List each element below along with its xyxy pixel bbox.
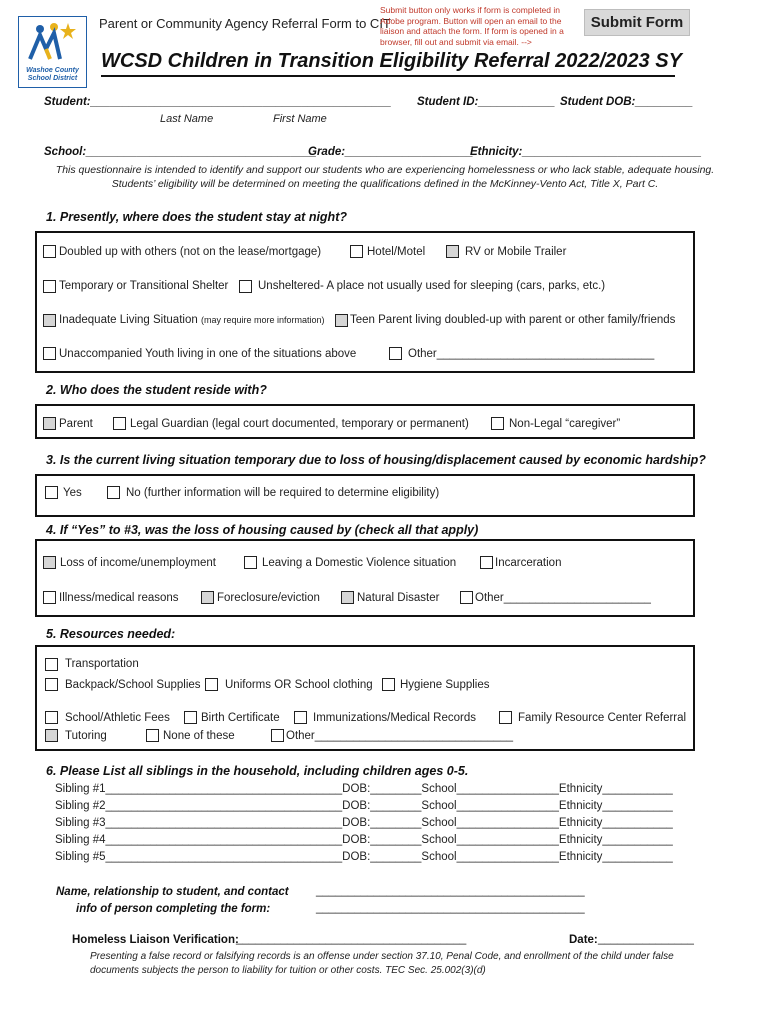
uniforms-checkbox[interactable] — [205, 678, 218, 691]
student-field[interactable]: Student:_______________________________________________ — [44, 96, 392, 108]
q1-other-label[interactable]: Other__________________________________ — [408, 348, 655, 360]
district-logo — [18, 16, 87, 88]
rv-trailer-checkbox[interactable] — [446, 245, 459, 258]
date-line[interactable]: _______________ — [598, 933, 694, 945]
q1-other-checkbox[interactable] — [389, 347, 402, 360]
q4-other-label[interactable]: Other_______________________ — [475, 592, 651, 604]
none-of-these-label: None of these — [163, 730, 235, 742]
domestic-violence-checkbox[interactable] — [244, 556, 257, 569]
question-2: 2. Who does the student reside with? — [46, 383, 267, 397]
illness-checkbox[interactable] — [43, 591, 56, 604]
frc-referral-label: Family Resource Center Referral — [518, 712, 687, 724]
question-4-box — [35, 539, 695, 617]
logo-text-line-1: Washoe County — [26, 67, 79, 74]
disclaimer — [90, 950, 674, 978]
natural-disaster-label: Natural Disaster — [357, 592, 440, 604]
hygiene-checkbox[interactable] — [382, 678, 395, 691]
school-fees-label: School/Athletic Fees — [65, 712, 170, 724]
teen-parent-checkbox[interactable] — [335, 314, 348, 327]
doubled-up-checkbox[interactable] — [43, 245, 56, 258]
school-fees-checkbox[interactable] — [45, 711, 58, 724]
yes-checkbox[interactable] — [45, 486, 58, 499]
submit-note-line: liaison and attach the form. If form is opened in a — [380, 26, 564, 36]
birth-certificate-label: Birth Certificate — [201, 712, 280, 724]
backpack-checkbox[interactable] — [45, 678, 58, 691]
legal-guardian-label: Legal Guardian (legal court documented, temporary or permanent) — [130, 418, 469, 430]
no-label: No (further information will be required to determine eligibility) — [126, 487, 440, 499]
immunizations-label: Immunizations/Medical Records — [313, 712, 476, 724]
submit-form-button[interactable]: Submit Form — [584, 9, 690, 36]
incarceration-checkbox[interactable] — [480, 556, 493, 569]
title-underline — [101, 75, 675, 77]
shelter-label: Temporary or Transitional Shelter — [59, 280, 229, 292]
inadequate-label-text: Inadequate Living Situation — [59, 314, 198, 326]
last-name-label: Last Name — [160, 113, 214, 125]
contact-line[interactable]: __________________________________________ — [316, 902, 585, 914]
logo-text-line-2: School District — [27, 75, 78, 82]
uniforms-label: Uniforms OR School clothing — [225, 679, 373, 691]
liaison-label: Homeless Liaison Verification: — [72, 934, 239, 946]
immunizations-checkbox[interactable] — [294, 711, 307, 724]
logo-figures-icon — [20, 19, 86, 67]
disclaimer-line: Presenting a false record or falsifying records is an offense under section 37.10, Penal Code, and enrollment of the child under false — [90, 951, 674, 962]
foreclosure-checkbox[interactable] — [201, 591, 214, 604]
question-1: 1. Presently, where does the student stay at night? — [46, 210, 347, 224]
loss-of-income-checkbox[interactable] — [43, 556, 56, 569]
contact-line[interactable]: __________________________________________ — [316, 885, 585, 897]
q5-other-label[interactable]: Other_______________________________ — [286, 730, 514, 742]
submit-note — [380, 5, 564, 47]
question-3: 3. Is the current living situation temporary due to loss of housing/displacement caused by economic hardship? — [46, 453, 706, 467]
shelter-checkbox[interactable] — [43, 280, 56, 293]
liaison-line[interactable]: ____________________________________ — [236, 933, 467, 945]
question-5: 5. Resources needed: — [46, 627, 176, 641]
natural-disaster-checkbox[interactable] — [341, 591, 354, 604]
sibling-row[interactable]: Sibling #2_____________________________________DOB:________School________________Ethnicity___________ — [55, 800, 673, 812]
grade-field[interactable]: Grade:____________________ — [308, 146, 473, 158]
student-id-field[interactable]: Student ID:____________ — [417, 96, 556, 108]
caregiver-checkbox[interactable] — [491, 417, 504, 430]
caregiver-label: Non-Legal “caregiver” — [509, 418, 621, 430]
question-6: 6. Please List all siblings in the household, including children ages 0-5. — [46, 764, 469, 778]
teen-parent-label: Teen Parent living doubled-up with parent or other family/friends — [350, 314, 676, 326]
unaccompanied-label: Unaccompanied Youth living in one of the situations above — [59, 348, 357, 360]
unaccompanied-checkbox[interactable] — [43, 347, 56, 360]
contact-label-line-1: Name, relationship to student, and contact — [56, 886, 289, 898]
intro-line: Students’ eligibility will be determined on meeting the qualifications defined in the McKinney-Vento Act, Title X, Part C. — [111, 178, 659, 190]
unsheltered-label: Unsheltered- A place not usually used for sleeping (cars, parks, etc.) — [258, 280, 606, 292]
student-dob-field[interactable]: Student DOB:_________ — [560, 96, 693, 108]
submit-note-line: Adobe program. Button will open an email to the — [380, 15, 562, 26]
school-field[interactable]: School:____________________________________ — [44, 146, 317, 158]
date-label: Date: — [569, 934, 598, 946]
sibling-row[interactable]: Sibling #1_____________________________________DOB:________School________________Ethnicity___________ — [55, 783, 673, 795]
inadequate-label — [59, 314, 325, 326]
sibling-row[interactable]: Sibling #5_____________________________________DOB:________School________________Ethnicity___________ — [55, 851, 673, 863]
inadequate-note: (may require more information) — [200, 315, 325, 325]
frc-referral-checkbox[interactable] — [499, 711, 512, 724]
sibling-row[interactable]: Sibling #3_____________________________________DOB:________School________________Ethnicity___________ — [55, 817, 673, 829]
hotel-motel-checkbox[interactable] — [350, 245, 363, 258]
yes-label: Yes — [63, 487, 82, 499]
incarceration-label: Incarceration — [495, 557, 562, 569]
foreclosure-label: Foreclosure/eviction — [217, 592, 320, 604]
transportation-checkbox[interactable] — [45, 658, 58, 671]
tutoring-checkbox[interactable] — [45, 729, 58, 742]
disclaimer-line: documents subjects the person to liability for tuition or other costs. TEC Sec. 25.002(3)(d) — [90, 965, 486, 976]
no-checkbox[interactable] — [107, 486, 120, 499]
backpack-label: Backpack/School Supplies — [65, 679, 201, 691]
illness-label: Illness/medical reasons — [59, 592, 179, 604]
loss-of-income-label: Loss of income/unemployment — [60, 557, 216, 569]
q4-other-checkbox[interactable] — [460, 591, 473, 604]
tutoring-label: Tutoring — [65, 730, 107, 742]
transportation-label: Transportation — [65, 658, 139, 670]
submit-note-line: Submit button only works if form is completed in — [380, 5, 560, 15]
legal-guardian-checkbox[interactable] — [113, 417, 126, 430]
ethnicity-field[interactable]: Ethnicity:____________________________ — [470, 146, 702, 158]
first-name-label: First Name — [273, 113, 327, 125]
none-of-these-checkbox[interactable] — [146, 729, 159, 742]
page-title: WCSD Children in Transition Eligibility Referral 2022/2023 SY — [101, 50, 682, 72]
intro-line: This questionnaire is intended to identify and support our students who are experiencing homelessness or who lack stable, adequate housing. — [55, 164, 715, 176]
submit-note-line: browser, fill out and submit via email. --> — [380, 36, 532, 47]
domestic-violence-label: Leaving a Domestic Violence situation — [262, 557, 457, 569]
unsheltered-checkbox[interactable] — [239, 280, 252, 293]
inadequate-checkbox[interactable] — [43, 314, 56, 327]
form-caption: Parent or Community Agency Referral Form to CIT — [99, 16, 391, 31]
question-4: 4. If “Yes” to #3, was the loss of housing caused by (check all that apply) — [46, 523, 479, 537]
parent-checkbox[interactable] — [43, 417, 56, 430]
doubled-up-label: Doubled up with others (not on the lease/mortgage) — [59, 246, 322, 258]
q5-other-checkbox[interactable] — [271, 729, 284, 742]
parent-label: Parent — [59, 418, 93, 430]
contact-label-line-2: info of person completing the form: — [76, 903, 271, 915]
rv-trailer-label: RV or Mobile Trailer — [465, 246, 567, 258]
intro-text — [40, 163, 730, 191]
hotel-motel-label: Hotel/Motel — [367, 246, 426, 258]
birth-certificate-checkbox[interactable] — [184, 711, 197, 724]
sibling-row[interactable]: Sibling #4_____________________________________DOB:________School________________Ethnicity___________ — [55, 834, 673, 846]
hygiene-label: Hygiene Supplies — [400, 679, 490, 691]
